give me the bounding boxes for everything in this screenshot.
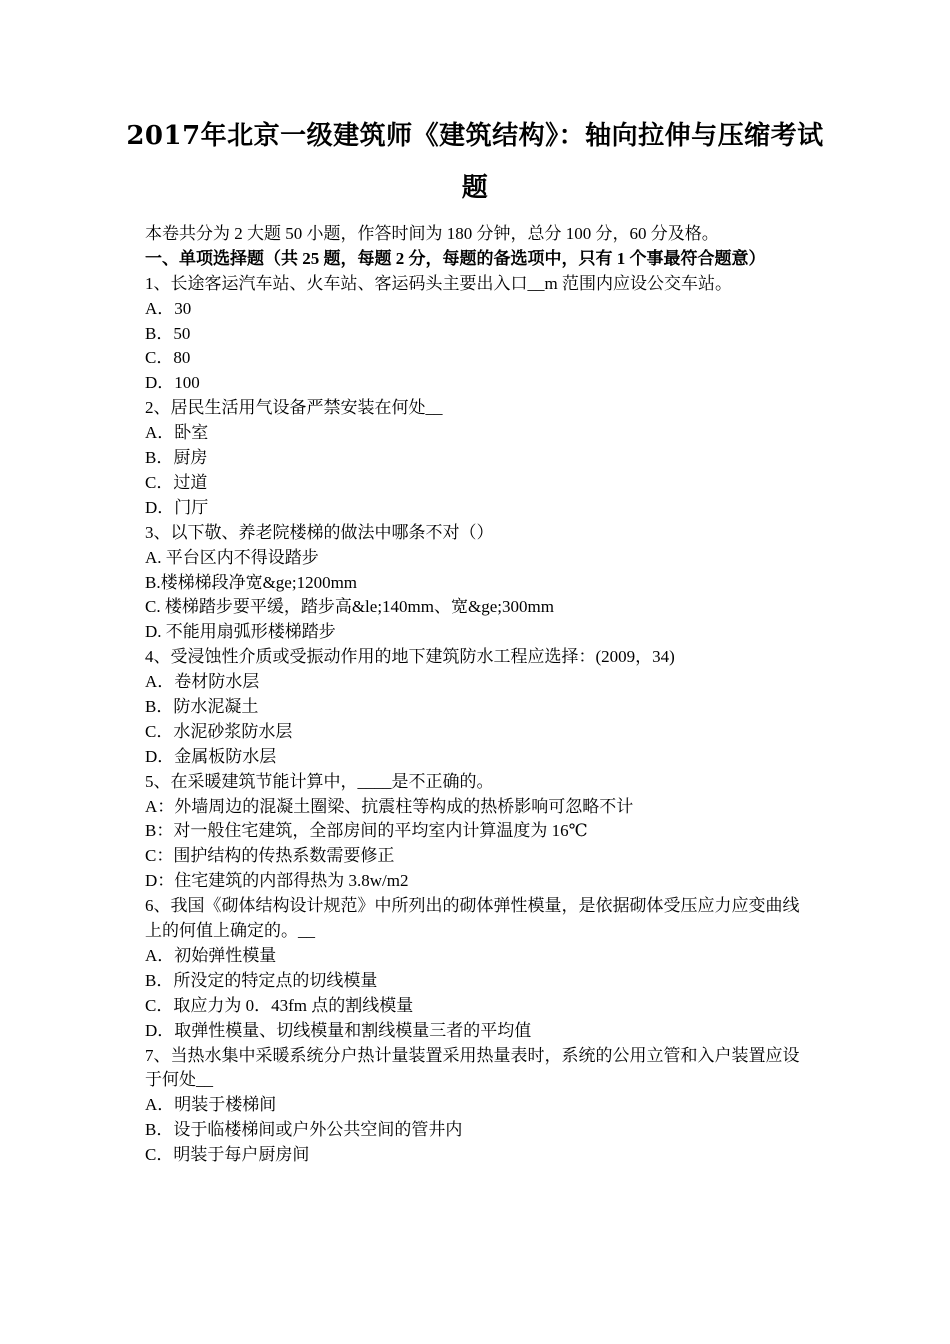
answer-option: A．卷材防水层 (145, 672, 260, 692)
question-stem: 2、居民生活用气设备严禁安装在何处__ (145, 398, 443, 418)
answer-option: A．卧室 (145, 423, 209, 443)
question-item (145, 521, 810, 645)
answer-option: C．80 (145, 348, 191, 368)
answer-option: D. 不能用扇弧形楼梯踏步 (145, 622, 336, 642)
answer-option: A．30 (145, 298, 192, 318)
answer-option: A：外墙周边的混凝土圈梁、抗震柱等构成的热桥影响可忽略不计 (145, 796, 634, 816)
answer-option: D．金属板防水层 (145, 746, 277, 766)
answer-option: C：围护结构的传热系数需要修正 (145, 846, 395, 866)
answer-option: B．所没定的特定点的切线模量 (145, 970, 378, 990)
question-stem: 6、我国《砌体结构设计规范》中所列出的砌体弹性模量，是依据砌体受压应力应变曲线上的何值上确定的。__ (145, 896, 800, 941)
answer-option: A．初始弹性模量 (145, 945, 277, 965)
section-heading: 一、单项选择题（共 25 题，每题 2 分，每题的备选项中，只有 1 个事最符合题意） (145, 248, 766, 268)
answer-option: A. 平台区内不得设踏步 (145, 547, 319, 567)
question-stem: 3、以下敬、养老院楼梯的做法中哪条不对（） (145, 522, 494, 542)
document-title (120, 110, 830, 214)
question-stem: 5、在采暖建筑节能计算中，____是不正确的。 (145, 771, 494, 791)
answer-option: C．过道 (145, 472, 208, 492)
question-list (145, 272, 810, 1168)
answer-option: D．取弹性模量、切线模量和割线模量三者的平均值 (145, 1020, 532, 1040)
document-body (145, 222, 810, 1168)
question-item (145, 770, 810, 894)
question-item (145, 1044, 810, 1168)
question-item (145, 645, 810, 769)
question-item (145, 272, 810, 396)
answer-option: D．门厅 (145, 497, 209, 517)
answer-option: B.楼梯梯段净宽&ge;1200mm (145, 572, 358, 592)
question-item (145, 894, 810, 1043)
answer-option: C. 楼梯踏步要平缓，踏步高&le;140mm、宽&ge;300mm (145, 597, 554, 617)
question-item (145, 396, 810, 520)
answer-option: C．水泥砂浆防水层 (145, 721, 293, 741)
title-line-2: 题 (461, 173, 489, 203)
answer-option: D．100 (145, 373, 200, 393)
answer-option: B．防水泥凝土 (145, 697, 259, 716)
question-stem: 4、受浸蚀性介质或受振动作用的地下建筑防水工程应选择：(2009，34) (145, 647, 675, 667)
exam-intro: 本卷共分为 2 大题 50 小题，作答时间为 180 分钟，总分 100 分，60 分及格。 (145, 224, 719, 243)
answer-option: B：对一般住宅建筑，全部房间的平均室内计算温度为 16℃ (145, 821, 588, 841)
title-line-1: 2017年北京一级建筑师《建筑结构》：轴向拉伸与压缩考试 (126, 121, 824, 151)
answer-option: B．厨房 (145, 448, 208, 468)
question-stem: 7、当热水集中采暖系统分户热计量装置采用热量表时，系统的公用立管和入户装置应设于何处__ (145, 1045, 800, 1090)
question-stem: 1、长途客运汽车站、火车站、客运码头主要出入口__m 范围内应设公交车站。 (145, 273, 732, 293)
answer-option: C．明装于每户厨房间 (145, 1145, 310, 1165)
answer-option: D：住宅建筑的内部得热为 3.8w/m2 (145, 871, 409, 891)
answer-option: B．设于临楼梯间或户外公共空间的管井内 (145, 1120, 463, 1140)
answer-option: C．取应力为 0．43fm 点的割线模量 (145, 995, 414, 1015)
answer-option: A．明装于楼梯间 (145, 1095, 277, 1115)
answer-option: B．50 (145, 323, 191, 343)
